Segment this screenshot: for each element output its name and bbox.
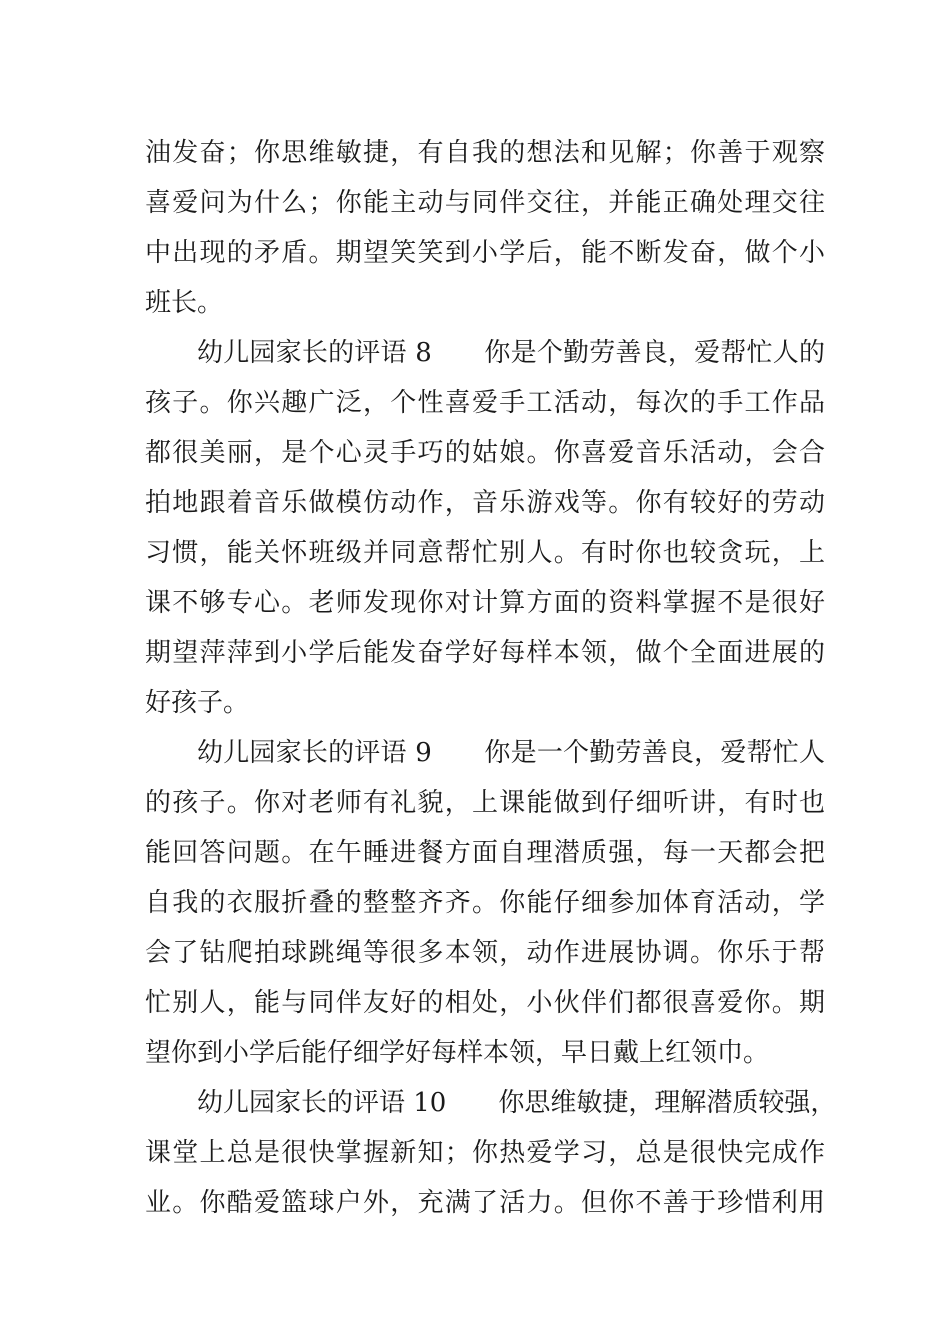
text-line: 的孩子。你对老师有礼貌，上课能做到仔细听讲，有时也 [145, 788, 825, 818]
text-line: 习惯，能关怀班级并同意帮忙别人。有时你也较贪玩，上 [145, 538, 825, 568]
section-heading-line: 幼儿园家长的评语 8 你是个勤劳善良，爱帮忙人的 [197, 338, 825, 368]
text-line: 都很美丽，是个心灵手巧的姑娘。你喜爱音乐活动，会合 [145, 438, 825, 468]
text-line: 好孩子。 [145, 688, 250, 718]
text-line: 望你到小学后能仔细学好每样本领，早日戴上红领巾。 [145, 1038, 770, 1068]
text-line: 会了钻爬拍球跳绳等很多本领，动作进展协调。你乐于帮 [145, 938, 825, 968]
text-line: 拍地跟着音乐做模仿动作，音乐游戏等。你有较好的劳动 [145, 488, 825, 518]
section-heading-line: 幼儿园家长的评语 10 你思维敏捷，理解潜质较强， [197, 1088, 837, 1118]
text-line: 课不够专心。老师发现你对计算方面的资料掌握不是很好 [145, 588, 825, 618]
text-line: 班长。 [145, 288, 224, 318]
text-line: 课堂上总是很快掌握新知；你热爱学习，总是很快完成作 [145, 1138, 825, 1168]
text-line: 油发奋；你思维敏捷，有自我的想法和见解；你善于观察 [145, 138, 825, 168]
text-line: 期望萍萍到小学后能发奋学好每样本领，做个全面进展的 [145, 638, 825, 668]
text-line: 喜爱问为什么；你能主动与同伴交往，并能正确处理交往 [145, 188, 825, 218]
document-body [145, 128, 837, 1228]
text-line: 孩子。你兴趣广泛，个性喜爱手工活动，每次的手工作品 [145, 388, 825, 418]
text-line: 自我的衣服折叠的整整齐齐。你能仔细参加体育活动，学 [145, 888, 825, 918]
text-line: 能回答问题。在午睡进餐方面自理潜质强，每一天都会把 [145, 838, 825, 868]
text-line: 忙别人，能与同伴友好的相处，小伙伴们都很喜爱你。期 [145, 988, 825, 1018]
text-line: 中出现的矛盾。期望笑笑到小学后，能不断发奋，做个小 [145, 238, 825, 268]
text-line: 业。你酷爱篮球户外，充满了活力。但你不善于珍惜利用 [145, 1188, 825, 1218]
section-heading-line: 幼儿园家长的评语 9 你是一个勤劳善良，爱帮忙人 [197, 738, 825, 768]
